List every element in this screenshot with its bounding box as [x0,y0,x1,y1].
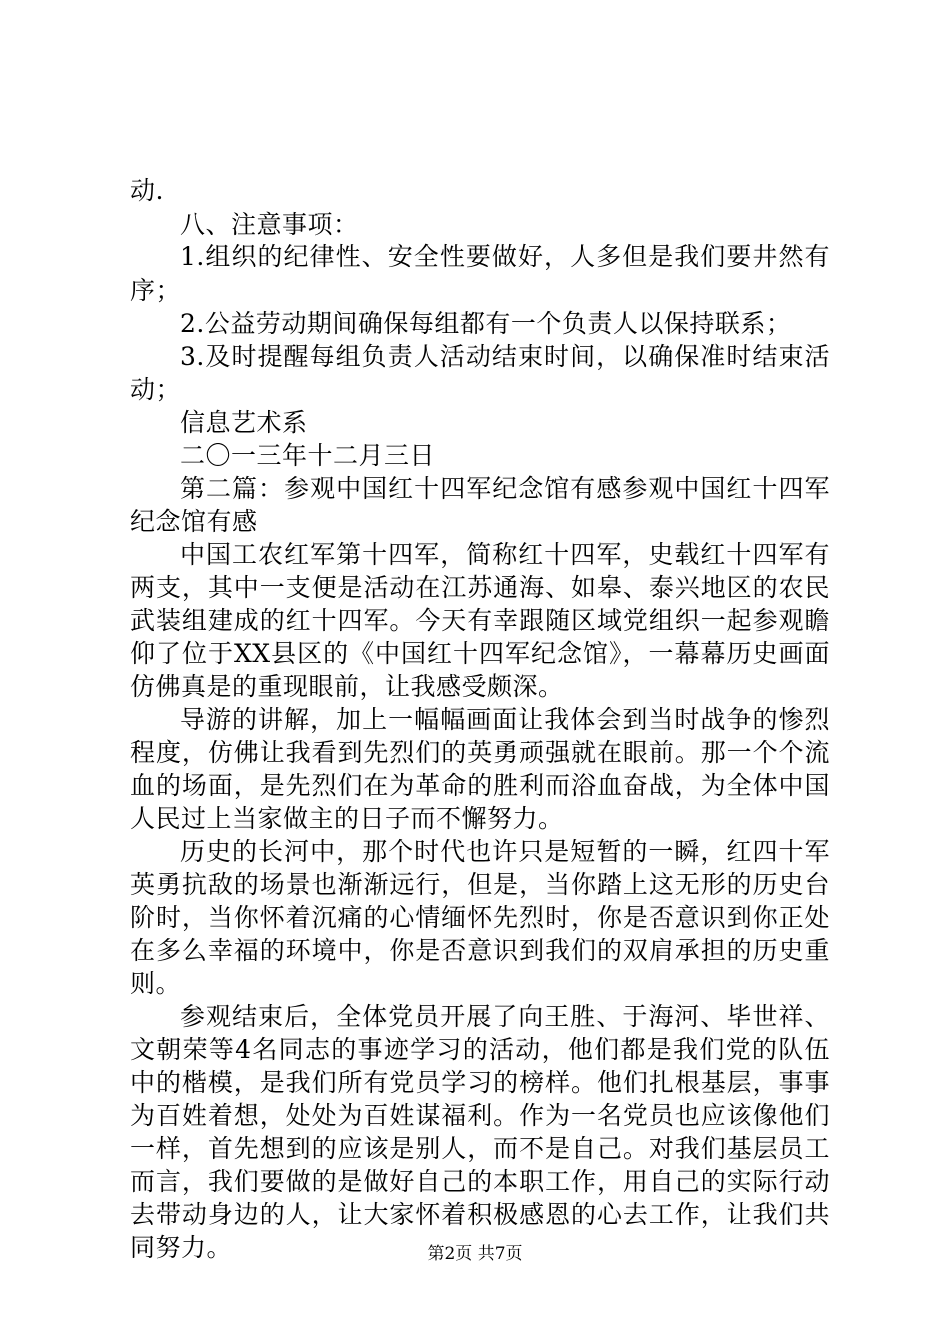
text-line: 动. [130,176,164,205]
text-line: 则。 [130,969,182,998]
text-line: 程度，仿佛让我看到先烈们的英勇顽强就在眼前。那一个个流 [130,738,830,767]
text-line: 动； [130,375,182,404]
text-line: 参观结束后，全体党员开展了向王胜、于海河、毕世祥、 [180,1002,830,1031]
article-title-continued: 纪念馆有感 [130,507,258,536]
text-line: 1.组织的纪律性、安全性要做好，人多但是我们要井然有 [180,242,830,271]
article-title: 第二篇：参观中国红十四军纪念馆有感参观中国红十四军 [180,474,830,503]
text-line: 2.公益劳动期间确保每组都有一个负责人以保持联系； [180,309,792,338]
text-line: 3.及时提醒每组负责人活动结束时间，以确保准时结束活 [180,342,830,371]
text-line: 英勇抗敌的场景也渐渐远行，但是，当你踏上这无形的历史台 [130,870,830,899]
text-line: 血的场面，是先烈们在为革命的胜利而浴血奋战，为全体中国 [130,771,830,800]
text-line: 人民过上当家做主的日子而不懈努力。 [130,804,564,833]
text-line: 武装组建成的红十四军。今天有幸跟随区域党组织一起参观瞻 [130,606,830,635]
text-line: 仿佛真是的重现眼前，让我感受颇深。 [130,672,564,701]
text-line: 阶时，当你怀着沉痛的心情缅怀先烈时，你是否意识到你正处 [130,903,830,932]
page-number-footer: 第2页 共7页 [427,1244,523,1264]
text-line: 为百姓着想，处处为百姓谋福利。作为一名党员也应该像他们 [130,1101,830,1130]
text-line: 中的楷模，是我们所有党员学习的榜样。他们扎根基层，事事 [130,1068,830,1097]
text-line: 而言，我们要做的是做好自己的本职工作，用自己的实际行动 [130,1167,830,1196]
text-line: 历史的长河中，那个时代也许只是短暂的一瞬，红四十军 [180,837,830,866]
section-heading: 八、注意事项： [180,210,359,239]
signature-date: 二〇一三年十二月三日 [180,441,436,470]
text-line: 同努力。 [130,1233,233,1262]
text-line: 在多么幸福的环境中，你是否意识到我们的双肩承担的历史重 [130,936,830,965]
signature-department: 信息艺术系 [180,408,308,437]
text-line: 中国工农红军第十四军，简称红十四军，史载红十四军有 [180,540,830,569]
text-line: 序； [130,276,182,305]
text-line: 仰了位于XX县区的《中国红十四军纪念馆》，一幕幕历史画面 [130,639,830,668]
text-line: 两支，其中一支便是活动在江苏通海、如皋、泰兴地区的农民 [130,573,830,602]
text-line: 一样，首先想到的应该是别人，而不是自己。对我们基层员工 [130,1134,830,1163]
text-line: 导游的讲解，加上一幅幅画面让我体会到当时战争的惨烈 [180,705,830,734]
text-line: 文朝荣等4名同志的事迹学习的活动，他们都是我们党的队伍 [130,1035,830,1064]
text-line: 去带动身边的人，让大家怀着积极感恩的心去工作，让我们共 [130,1200,830,1229]
